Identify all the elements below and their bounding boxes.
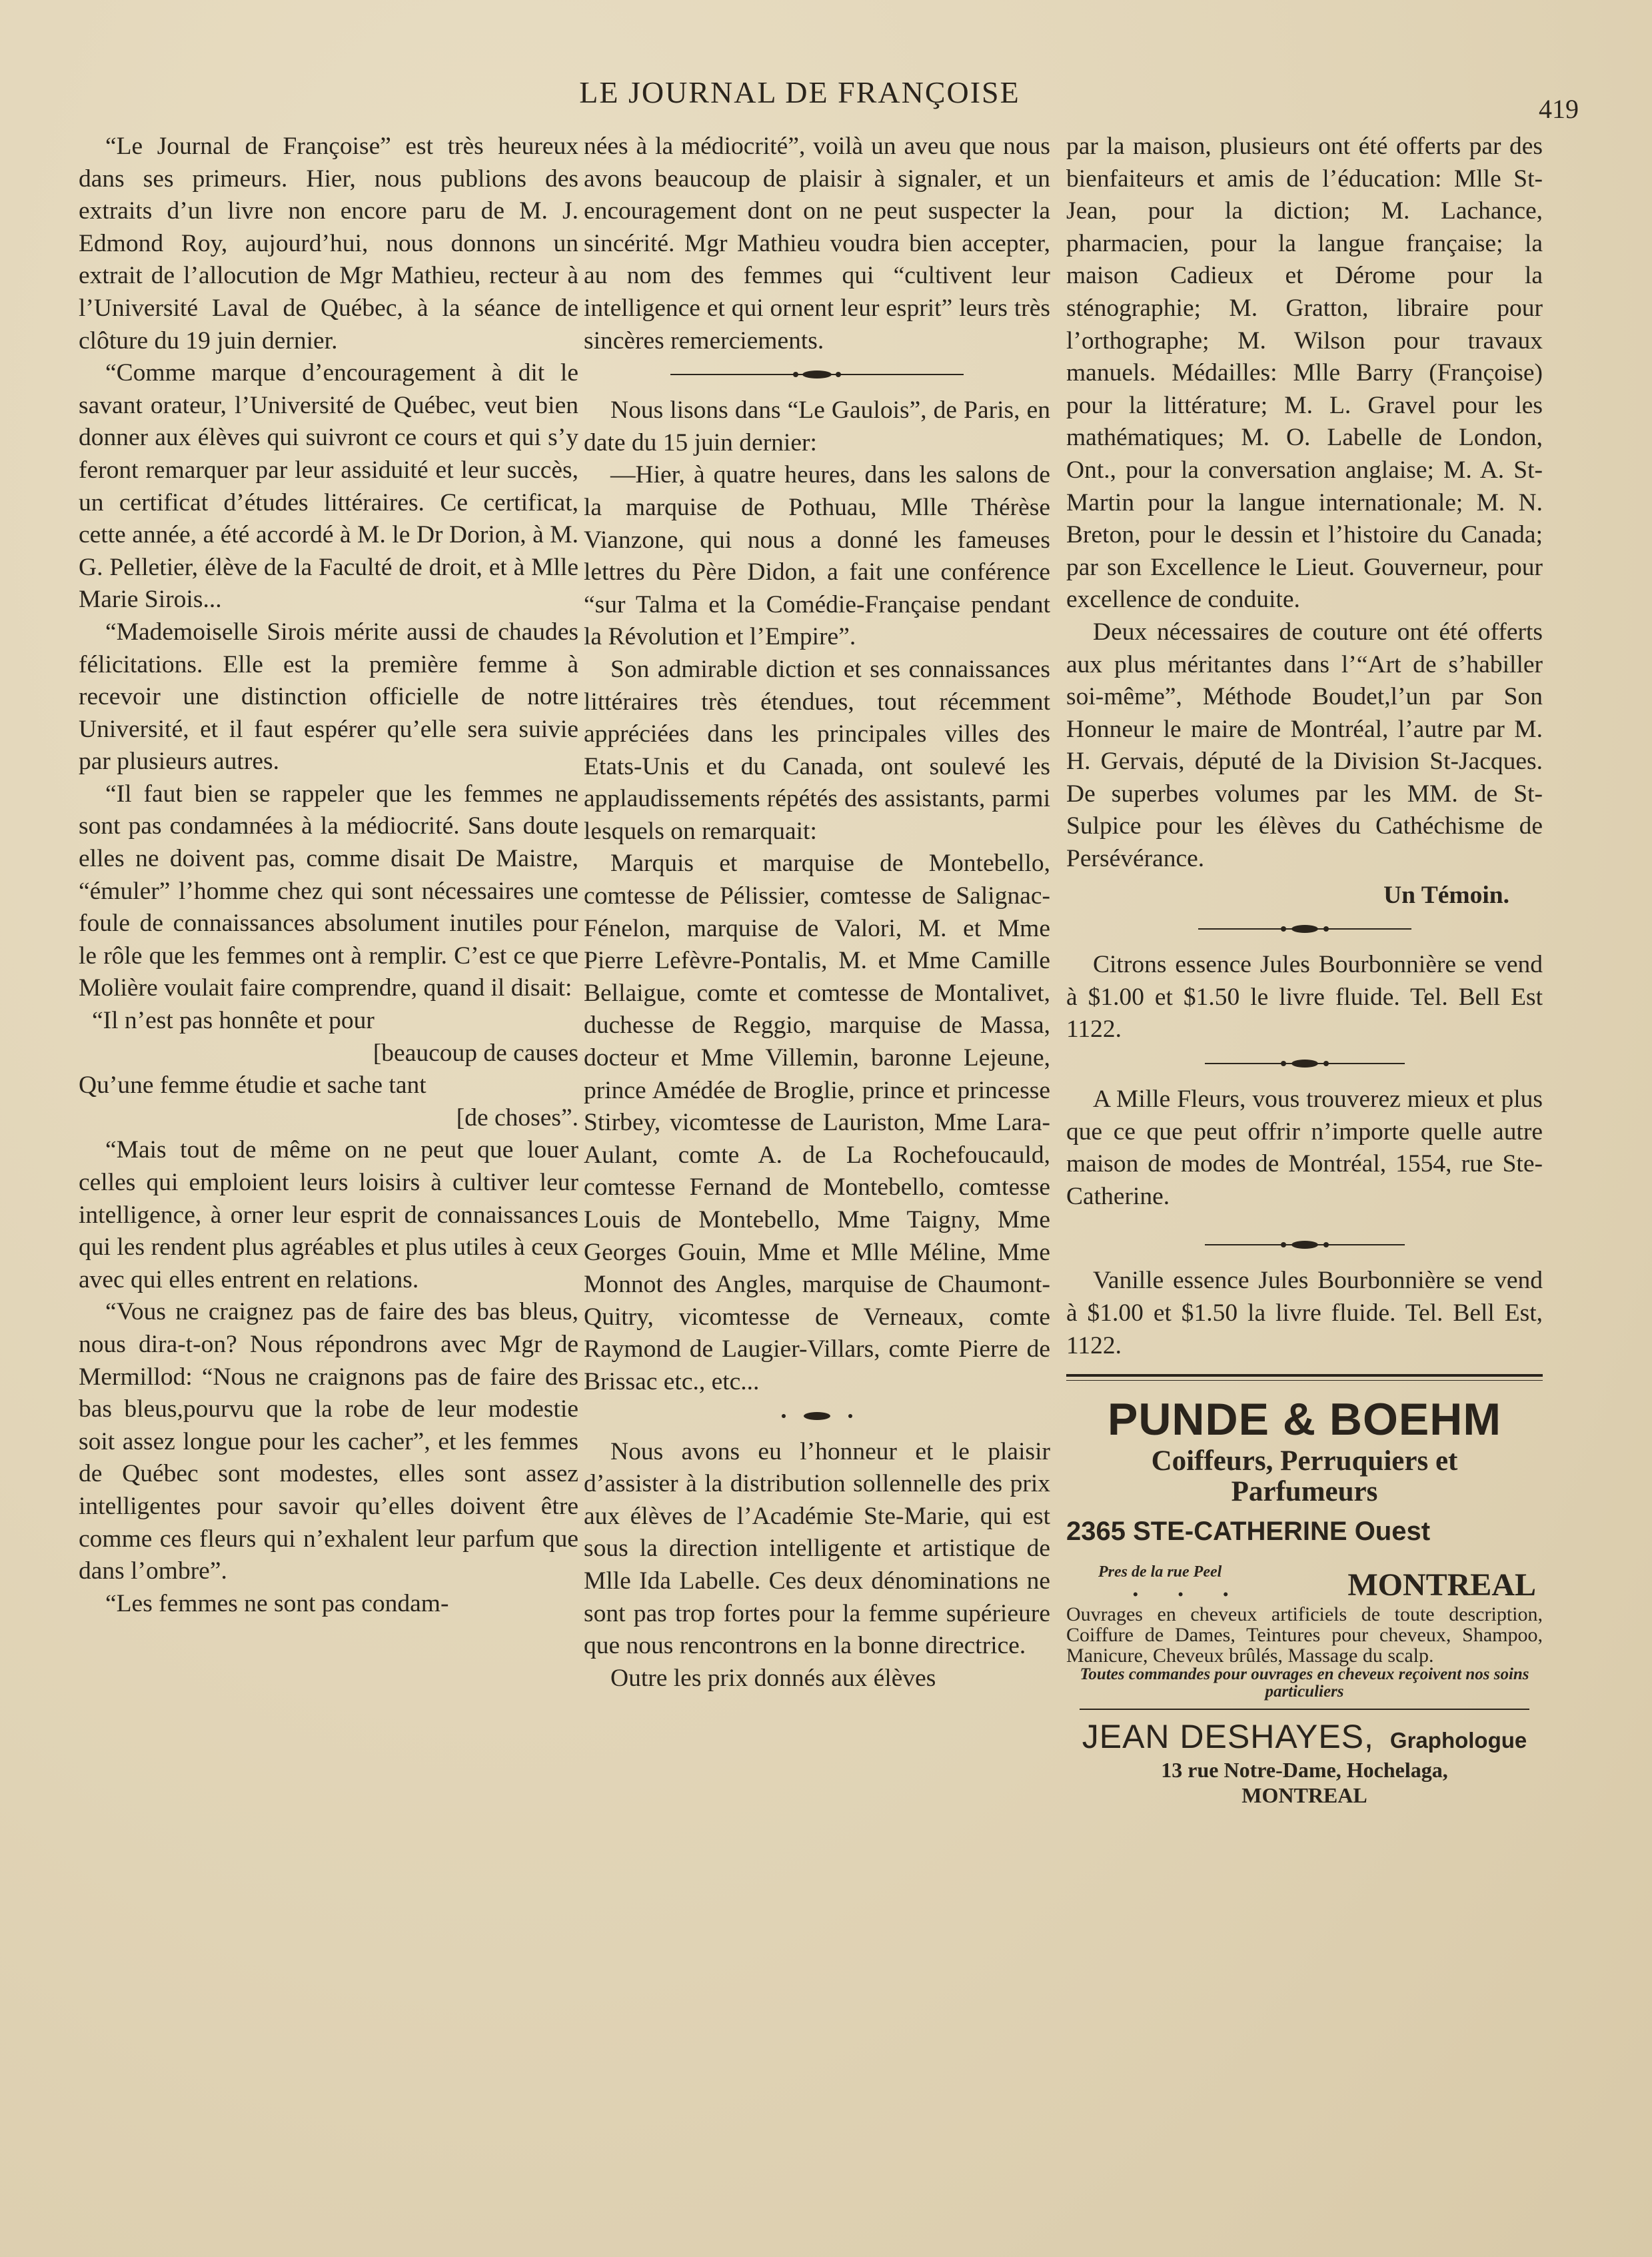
divider-rule (1080, 1709, 1529, 1710)
ornament-divider (584, 363, 1050, 389)
ad-city: MONTREAL (1241, 1783, 1367, 1807)
ad-address: 2365 STE-CATHERINE Ouest (1066, 1517, 1431, 1547)
notice-paragraph: Citrons essence Jules Bourbonnière se vend à $1.00 et $1.50 le livre fluide. Tel. Bell Est 1122. (1066, 951, 1543, 1044)
article-paragraph: “Le Journal de Françoise” est très heureux dans ses primeurs. Hier, nous publions des extraits d’un livre non encore paru de M. J. Edmond Roy, aujourd’hui, nous donnons un extrait de l’allocution de Mgr Mathieu, recteur à l’Université Laval de Québec, à la séance de clôture du 19 juin dernier. (79, 133, 578, 355)
verse-line: [beaucoup de causes (373, 1039, 578, 1067)
column-2 (584, 131, 1050, 1695)
ad-profession: Graphologue (1389, 1728, 1527, 1753)
article-paragraph: Son admirable diction et ses connaissances littéraires très étendues, tout récemment appréciées dans les principales villes des Etats-Unis et du Canada, ont soulevé les applaudissements répétés des assistants, parmi lesquels on remarquait: (584, 655, 1050, 845)
article-paragraph: “Vous ne craignez pas de faire des bas bleus, nous dira-t-on? Nous répondrons avec Mgr de Mermillod: “Nous ne craignons pas de faire des bas bleus,pourvu que la robe de leur modestie soit assez longue pour les cacher”, et les femmes de Québec sont modestes, elles sont assez intelligentes pour savoir qu’elles doivent être comme ces fleurs qui n’exhalent leur parfum que dans l’ombre”. (79, 1298, 578, 1585)
double-rule (1066, 1374, 1543, 1381)
article-paragraph: —Hier, à quatre heures, dans les salons de la marquise de Pothuau, Mlle Thérèse Vianzone, qui nous a donné les fameuses lettres du Père Didon, a fait une conférence “sur Talma et la Comédie-Française pendant la Révolution et l’Empire”. (584, 461, 1050, 651)
article-paragraph: “Les femmes ne sont pas condam- (105, 1589, 449, 1617)
article-signature: Un Témoin. (1383, 881, 1509, 909)
article-paragraph: “Il faut bien se rappeler que les femmes ne sont pas condamnées à la médiocrité. Sans doute elles ne doivent pas, comme disait De Maistre, “émuler” l’homme chez qui sont nécessaires une foule de connaissances absolument inutiles pour le rôle que les femmes ont à remplir. C’est ce que Molière voulait faire comprendre, quand il disait: (79, 780, 578, 1002)
ad-location-row (1066, 1556, 1543, 1602)
page-header-title: LE JOURNAL DE FRANÇOISE (579, 75, 1020, 109)
advertisement-punde-boehm (1066, 1393, 1543, 1701)
ad-description: Ouvrages en cheveux artificiels de toute description, Coiffure de Dames, Teintures pour cheveux, Shampoo, Manicure, Cheveux brûlés, Massage du scalp. (1066, 1603, 1543, 1667)
verse-line: Qu’une femme étudie et sache tant (79, 1072, 426, 1100)
article-paragraph: par la maison, plusieurs ont été offerts par des bienfaiteurs et amis de l’éducation: Mlle St-Jean, pour la diction; M. Lachance, pharmacien, pour la langue française; la maison Cadieux et Dérome pour la sténographie; M. Gratton, libraire pour l’orthographe; M. Wilson pour travaux manuels. Médailles: Mlle Barry (Françoise) pour la littérature; M. L. Gravel pour les mathématiques; M. O. Labelle de London, Ont., pour la conversation anglaise; M. A. St-Martin pour la langue internationale; M. N. Breton, pour le dessin et l’histoire du Canada; par son Excellence le Lieut. Gouverneur, pour excellence de conduite. (1066, 133, 1543, 614)
verse-line: [de choses”. (456, 1104, 578, 1131)
ad-business-name: PUNDE & BOEHM (1107, 1394, 1502, 1445)
article-paragraph: “Mademoiselle Sirois mérite aussi de chaudes félicitations. Elle est la première femme à recevoir une distinction officielle de notre Université, et il faut espérer qu’elle sera suivie par plusieurs autres. (79, 618, 578, 776)
ad-address: 13 rue Notre-Dame, Hochelaga, (1161, 1757, 1448, 1782)
ad-subtitle: Coiffeurs, Perruquiers et (1151, 1445, 1458, 1477)
column-1 (79, 131, 578, 1620)
article-paragraph: Outre les prix donnés aux élèves (610, 1664, 936, 1692)
verse-quote (79, 1005, 578, 1134)
article-paragraph: Marquis et marquise de Montebello, comtesse de Pélissier, comtesse de Salignac-Fénelon, marquise de Valori, M. et Mme Pierre Lefèvre-Pontalis, M. et Mme Camille Bellaigue, comte et comtesse de Montalivet, duchesse de Reggio, marquise de Massa, docteur et Mme Villemin, baronne Lejeune, prince Amédée de Broglie, prince et princesse Stirbey, vicomtesse de Lauriston, Mme Lara-Aulant, comte A. de La Rochefoucauld, comtesse Fernand de Montebello, comtesse Louis de Montebello, Mme Taigny, Mme Georges Gouin, Mme et Mlle Méline, Mme Monnot des Angles, marquise de Chaumont-Quitry, vicomtesse de Verneaux, comte Raymond de Laugier-Villars, comte Pierre de Brissac etc., etc... (584, 850, 1050, 1395)
ad-near-street: Pres de la rue Peel (1098, 1563, 1222, 1581)
article-paragraph: Deux nécessaires de couture ont été offerts aux plus méritantes dans l’“Art de s’habiller soi-même”, Méthode Boudet,l’un par Son Honneur le maire de Montréal, l’autre par M. H. Gervais, député de la Division St-Jacques. De superbes volumes par les MM. de St-Sulpice pour les élèves du Cathéchisme de Persévérance. (1066, 618, 1543, 873)
ad-city: MONTREAL (1347, 1567, 1536, 1603)
article-paragraph: Nous lisons dans “Le Gaulois”, de Paris, en date du 15 juin dernier: (584, 396, 1050, 456)
article-paragraph: nées à la médiocrité”, voilà un aveu que nous avons beaucoup de plaisir à signaler, et un encouragement dont on ne peut suspecter la sincérité. Mgr Mathieu voudra bien accepter, au nom des femmes qui “cultivent leur intelligence et qui ornent leur esprit” leurs très sincères remerciements. (584, 133, 1050, 355)
column-3 (1066, 131, 1543, 1808)
article-paragraph: Nous avons eu l’honneur et le plaisir d’assister à la distribution sollennelle des prix aux élèves de l’Académie Ste-Marie, qui est sous la direction intelligente et artistique de Mlle Ida Labelle. Ces deux dénominations ne sont pas trop fortes pour la femme supérieure que nous rencontrons en la bonne directrice. (584, 1437, 1050, 1660)
ad-note: Toutes commandes pour ouvrages en cheveux reçoivent nos soins particuliers (1080, 1665, 1529, 1701)
ornament-divider (584, 1404, 1050, 1431)
notice-paragraph: Vanille essence Jules Bourbonnière se vend à $1.00 et $1.50 la livre fluide. Tel. Bell Est, 1122. (1066, 1267, 1543, 1359)
advertisement-deshayes (1066, 1718, 1543, 1808)
ornament-divider (1066, 1233, 1543, 1259)
verse-line: “Il n’est pas honnête et pour (92, 1007, 375, 1035)
article-paragraph: “Comme marque d’encouragement à dit le savant orateur, l’Université de Québec, veut bien donner aux élèves qui suivront ce cours et qui s’y feront remarquer par leur assiduité et leur succès, un certificat d’études littéraires. Ce certificat, cette année, a été accordé à M. le Dr Dorion, à M. G. Pelletier, élève de la Faculté de droit, et à Mlle Marie Sirois... (79, 359, 578, 614)
ad-business-name: JEAN DESHAYES, (1082, 1718, 1374, 1756)
ornament-divider (1066, 1052, 1543, 1078)
ad-heading-row (1066, 1718, 1543, 1757)
ad-subtitle: Parfumeurs (1231, 1476, 1378, 1508)
ornament-divider (1066, 917, 1543, 944)
notice-paragraph: A Mille Fleurs, vous trouverez mieux et plus que ce que peut offrir n’importe quelle autre maison de modes de Montréal, 1554, rue Ste-Catherine. (1066, 1086, 1543, 1210)
decorative-dots: ••• (1133, 1586, 1269, 1603)
page-number: 419 (1539, 94, 1579, 124)
article-paragraph: “Mais tout de même on ne peut que louer celles qui emploient leurs loisirs à cultiver leur intelligence, à orner leur esprit de connaissances qui les rendent plus agréables et plus utiles à ceux avec qui elles entrent en relations. (79, 1136, 578, 1293)
